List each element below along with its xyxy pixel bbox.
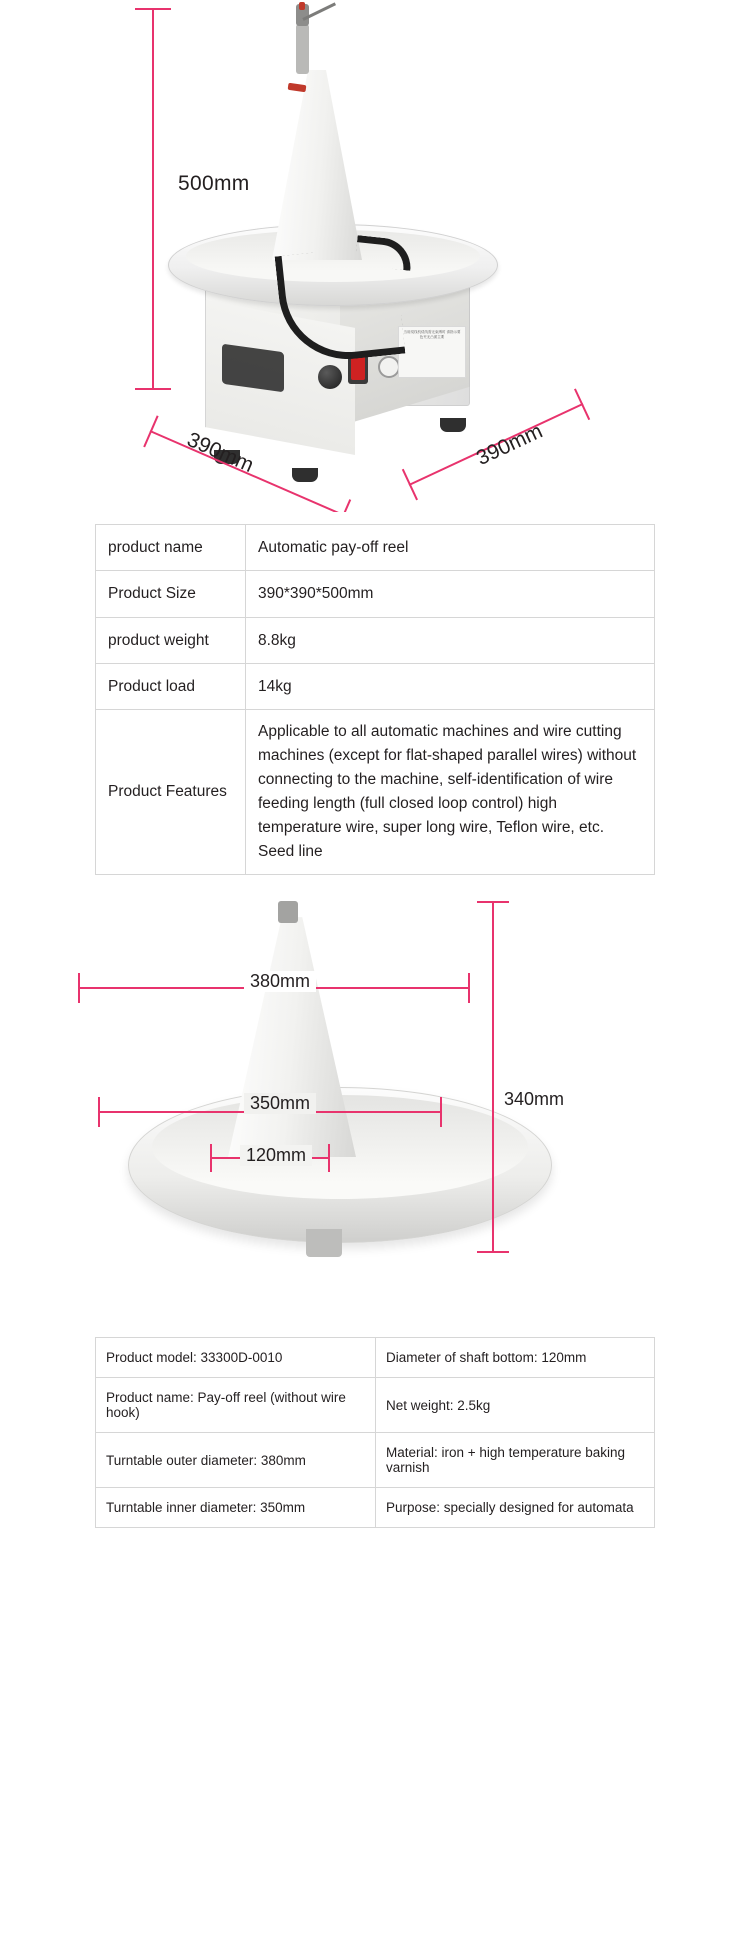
spec-key: Product Size <box>96 571 246 617</box>
table-row <box>96 1338 655 1378</box>
reel-center-cone <box>228 917 356 1157</box>
dimension-line-height <box>152 8 154 390</box>
reel-detail-photo <box>0 899 750 1319</box>
dimension-label-outer-diameter: 380mm <box>244 971 316 992</box>
reel-spec-table <box>95 1337 655 1528</box>
spec-cell-right: Purpose: specially designed for automata <box>376 1488 655 1528</box>
spec-cell-left: Product name: Pay-off reel (without wire hook) <box>96 1378 376 1433</box>
dimension-label-inner-diameter: 350mm <box>244 1093 316 1114</box>
spec-cell-left: Turntable outer diameter: 380mm <box>96 1433 376 1488</box>
spec-value: 390*390*500mm <box>246 571 655 617</box>
spec-value: 8.8kg <box>246 617 655 663</box>
spec-value: Applicable to all automatic machines and wire cutting machines (except for flat-shaped parallel wires) without connecting to the machine, self-identification of wire feeding length (full closed loop control) high temperature wire, super long wire, Teflon wire, etc. Seed line <box>246 710 655 875</box>
control-knob <box>318 365 342 389</box>
dimension-label-reel-height: 340mm <box>504 1089 565 1110</box>
spec-value: Automatic pay-off reel <box>246 525 655 571</box>
top-product-photo <box>0 0 750 512</box>
round-button <box>378 356 400 378</box>
table-row <box>96 1433 655 1488</box>
table-row <box>96 1378 655 1433</box>
center-cone <box>272 70 362 260</box>
spec-cell-right: Material: iron + high temperature baking varnish <box>376 1433 655 1488</box>
machine-label-plate: 当用绕线机绕线需无束缚时 请指示要色夹无凸面主要 <box>398 326 466 378</box>
dimension-label-shaft-bottom: 120mm <box>240 1145 312 1166</box>
product-spec-table <box>95 524 655 875</box>
spec-value: 14kg <box>246 663 655 709</box>
dimension-label-height: 500mm <box>178 172 250 195</box>
cone-red-band <box>288 83 307 92</box>
dimension-label-width: 390mm <box>472 419 547 470</box>
spec-key: product weight <box>96 617 246 663</box>
dimension-label-depth: 390mm <box>183 427 258 478</box>
spec-key: Product load <box>96 663 246 709</box>
reel-base-foot <box>306 1229 342 1257</box>
vent-slot-icon <box>222 344 284 393</box>
table-row <box>96 571 655 617</box>
table-row <box>96 617 655 663</box>
machine-illustration <box>0 0 750 512</box>
machine-foot <box>292 468 318 482</box>
table-row <box>96 663 655 709</box>
table-row <box>96 1488 655 1528</box>
spec-cell-right: Diameter of shaft bottom: 120mm <box>376 1338 655 1378</box>
spec-key: product name <box>96 525 246 571</box>
table-row <box>96 710 655 875</box>
reel-cone-cap <box>278 901 298 923</box>
spec-key: Product Features <box>96 710 246 875</box>
spec-cell-left: Turntable inner diameter: 350mm <box>96 1488 376 1528</box>
dimension-line-reel-height <box>492 901 494 1253</box>
spec-cell-left: Product model: 33300D-0010 <box>96 1338 376 1378</box>
cone-tip-marker <box>299 2 305 10</box>
machine-foot <box>440 418 466 432</box>
table-row <box>96 525 655 571</box>
cone-shaft <box>296 24 309 74</box>
spec-cell-right: Net weight: 2.5kg <box>376 1378 655 1433</box>
